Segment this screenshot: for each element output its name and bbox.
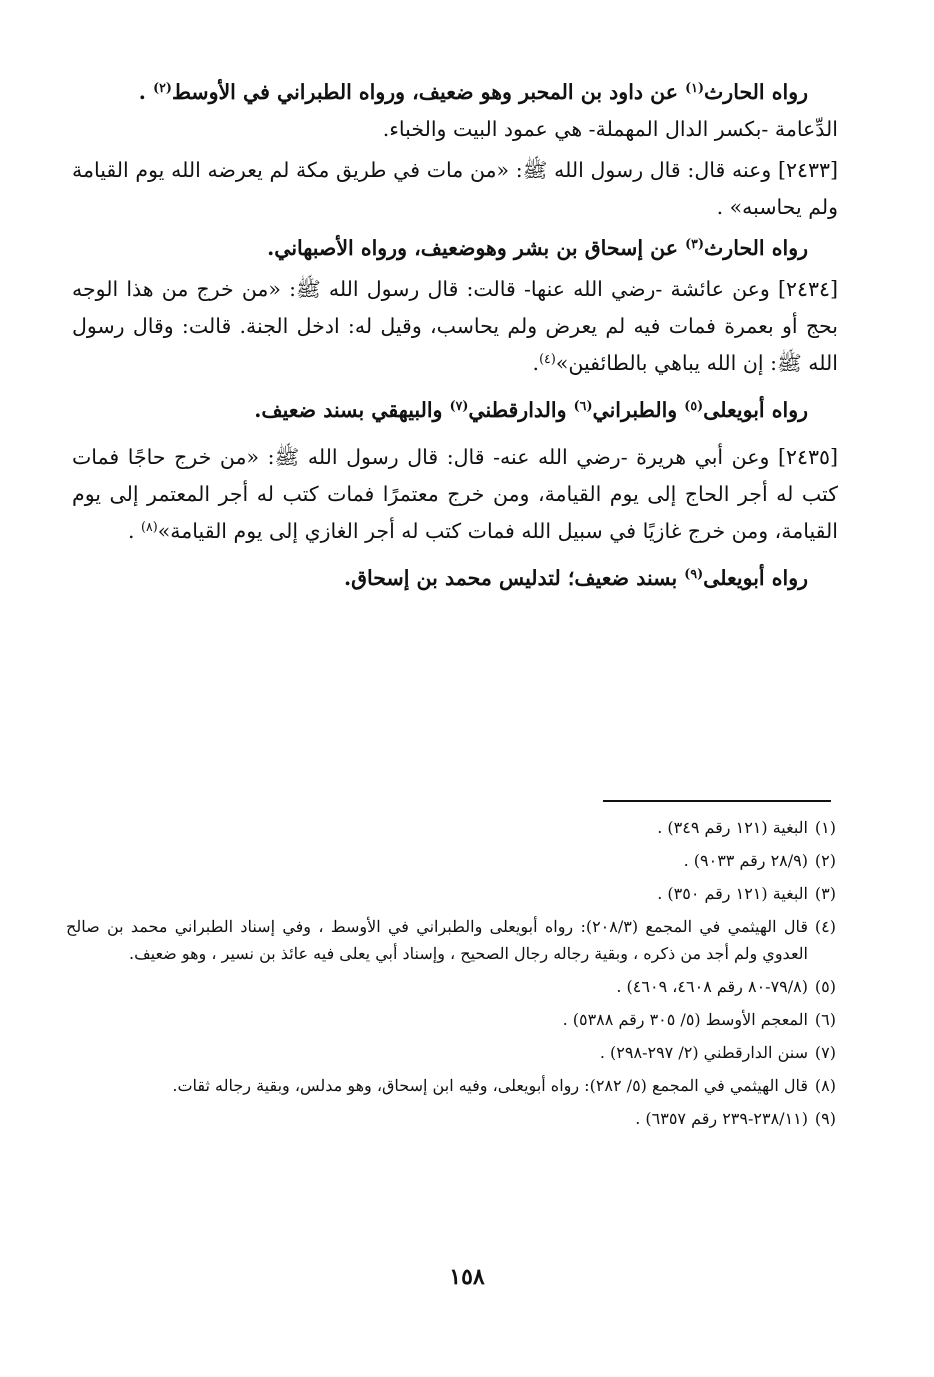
hadith-2433: [٢٤٣٣] وعنه قال: قال رسول الله ﷺ: «من مات في طريق مكة لم يعرضه الله يوم القيامة ولم يحاسبه» .: [72, 158, 838, 219]
footnote-number: (٧): [814, 1042, 836, 1062]
definition-paragraph: الدِّعامة -بكسر الدال المهملة- هي عمود البيت والخباء.: [382, 117, 838, 141]
page-number: ١٥٨: [449, 1264, 485, 1290]
footnote-5: [66, 974, 836, 1001]
footnote-number: (٣): [814, 884, 836, 903]
footnote-9: [66, 1106, 836, 1133]
footnote-text: سنن الدارقطني (٢/ ٢٩٧-٢٩٨) .: [599, 1042, 808, 1062]
footnote-separator: [603, 800, 831, 802]
footnote-2: [66, 848, 836, 875]
footnote-3: [66, 881, 836, 908]
source-paragraph-1: رواه الحارث$^{(١)}$ عن داود بن المحبر وهو ضعيف، ورواه الطبراني في الأوسط$^{(٢)}$ .: [138, 80, 808, 104]
footnote-6: [66, 1007, 836, 1034]
footnote-7: [66, 1040, 836, 1067]
main-text: [72, 74, 838, 597]
footnotes: [66, 815, 836, 1139]
hadith-2435: [٢٤٣٥] وعن أبي هريرة -رضي الله عنه- قال: قال رسول الله ﷺ: «من خرج حاجًا فمات كتب له أجر الحاج إلى يوم القيامة، ومن خرج معتمرًا فمات كتب له أجر المعتمر إلى يوم القيامة، ومن خرج غازيًا في سبيل الله فمات كتب له أجر الغازي إلى يوم القيامة»$^{(٨)}$ .: [72, 445, 838, 543]
footnote-number: (٥): [814, 976, 836, 996]
footnote-text: (٢٣٨/١١-٢٣٩ رقم ٦٣٥٧) .: [635, 1108, 808, 1128]
footnote-text: المعجم الأوسط (٥/ ٣٠٥ رقم ٥٣٨٨) .: [562, 1009, 808, 1029]
footnote-text: (٧٩/٨-٨٠ رقم ٤٦٠٨، ٤٦٠٩) .: [616, 976, 808, 996]
footnote-number: (٤): [814, 917, 836, 936]
footnote-text: البغية (١٢١ رقم ٣٥٠) .: [657, 884, 808, 903]
source-paragraph-2: رواه الحارث$^{(٣)}$ عن إسحاق بن بشر وهوضعيف، ورواه الأصبهاني.: [267, 236, 808, 260]
footnote-number: (٦): [814, 1009, 836, 1029]
hadith-2434: [٢٤٣٤] وعن عائشة -رضي الله عنها- قالت: قال رسول الله ﷺ: «من خرج من هذا الوجه بحج أو بعمرة فمات فيه لم يعرض ولم يحاسب، وقيل له: ادخل الجنة. قالت: وقال رسول الله ﷺ: إن الله يباهي بالطائفين»$^{(٤)}$.: [72, 277, 838, 375]
footnote-4: [66, 914, 836, 967]
footnote-text: (٢٨/٩ رقم ٩٠٣٣) .: [683, 851, 808, 870]
footnote-8: [66, 1073, 836, 1100]
source-paragraph-4: رواه أبويعلى$^{(٩)}$ بسند ضعيف؛ لتدليس محمد بن إسحاق.: [344, 566, 808, 590]
footnote-text: قال الهيثمي في المجمع (٢٠٨/٣): رواه أبويعلى والطبراني في الأوسط ، وفي إسناد الطبراني محمد بن صالح العدوي ولم أجد من ذكره ، وبقية رجاله رجال الصحيح ، وإسناد أبي يعلى فيه عائذ بن نسير ، وهو ضعيف.: [66, 917, 808, 963]
footnote-number: (٨): [814, 1075, 836, 1095]
source-paragraph-3: رواه أبويعلى$^{(٥)}$ والطبراني$^{(٦)}$ والدارقطني$^{(٧)}$ والبيهقي بسند ضعيف.: [254, 398, 808, 422]
footnote-text: البغية (١٢١ رقم ٣٤٩) .: [657, 818, 808, 837]
footnote-number: (٩): [814, 1108, 836, 1128]
footnote-number: (١): [814, 818, 836, 837]
footnote-1: [66, 815, 836, 842]
footnote-number: (٢): [814, 851, 836, 870]
footnote-text: قال الهيثمي في المجمع (٥/ ٢٨٢): رواه أبويعلى، وفيه ابن إسحاق، وهو مدلس، وبقية رجاله ثقات.: [172, 1075, 808, 1095]
